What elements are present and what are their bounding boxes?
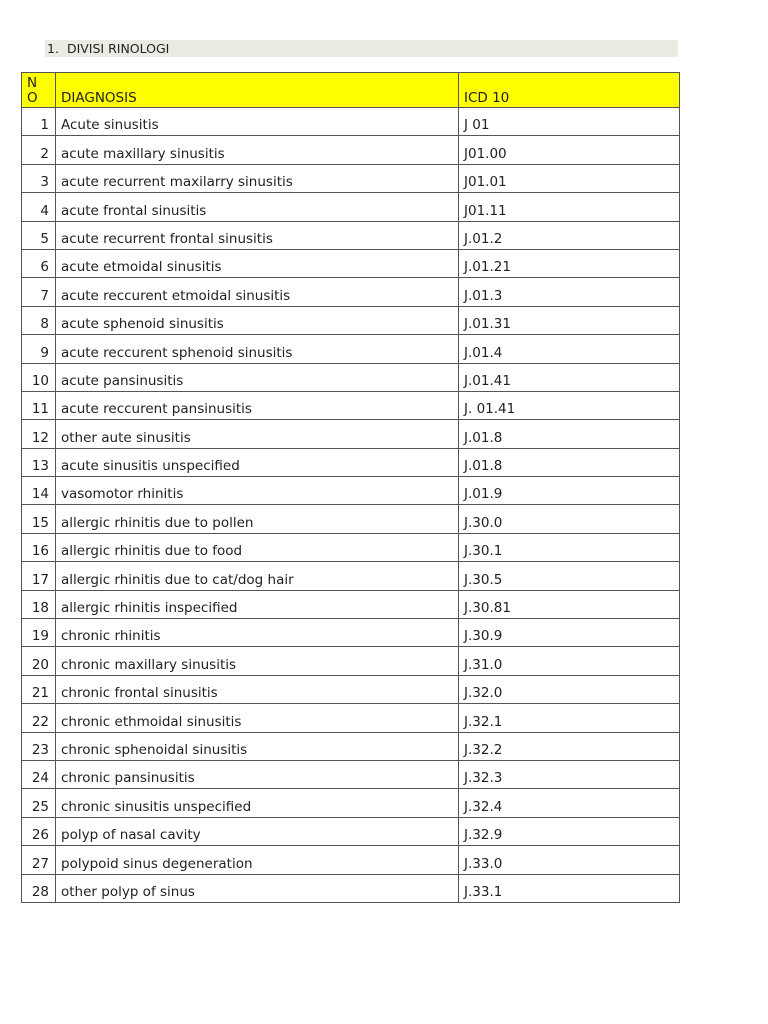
row-icd-code: J01.00 <box>459 136 680 164</box>
row-number: 27 <box>22 846 56 874</box>
table-row <box>22 420 680 448</box>
table-row <box>22 817 680 845</box>
row-icd-code: J.33.0 <box>459 846 680 874</box>
row-number: 5 <box>22 221 56 249</box>
row-number: 24 <box>22 760 56 788</box>
row-diagnosis: acute sinusitis unspecified <box>56 448 459 476</box>
row-diagnosis: acute sphenoid sinusitis <box>56 306 459 334</box>
table-row <box>22 164 680 192</box>
row-icd-code: J.32.9 <box>459 817 680 845</box>
row-diagnosis: allergic rhinitis inspecified <box>56 590 459 618</box>
row-icd-code: J.01.4 <box>459 335 680 363</box>
row-number: 9 <box>22 335 56 363</box>
row-icd-code: J.32.4 <box>459 789 680 817</box>
row-icd-code: J01.11 <box>459 193 680 221</box>
table-row <box>22 448 680 476</box>
row-diagnosis: other aute sinusitis <box>56 420 459 448</box>
table-row <box>22 221 680 249</box>
row-number: 14 <box>22 477 56 505</box>
row-number: 6 <box>22 249 56 277</box>
row-icd-code: J01.01 <box>459 164 680 192</box>
row-diagnosis: acute maxillary sinusitis <box>56 136 459 164</box>
row-diagnosis: allergic rhinitis due to pollen <box>56 505 459 533</box>
row-number: 4 <box>22 193 56 221</box>
row-diagnosis: chronic pansinusitis <box>56 760 459 788</box>
row-icd-code: J.01.21 <box>459 249 680 277</box>
row-icd-code: J.01.31 <box>459 306 680 334</box>
row-icd-code: J.32.0 <box>459 675 680 703</box>
column-header-diagnosis: DIAGNOSIS <box>56 73 459 108</box>
row-diagnosis: acute recurrent frontal sinusitis <box>56 221 459 249</box>
row-icd-code: J.01.8 <box>459 448 680 476</box>
row-number: 15 <box>22 505 56 533</box>
row-number: 10 <box>22 363 56 391</box>
row-icd-code: J.30.1 <box>459 533 680 561</box>
diagnosis-table <box>21 72 680 903</box>
table-row <box>22 619 680 647</box>
row-number: 16 <box>22 533 56 561</box>
table-row <box>22 789 680 817</box>
table-row <box>22 108 680 136</box>
section-title: DIVISI RINOLOGI <box>66 41 170 56</box>
table-row <box>22 533 680 561</box>
row-icd-code: J.01.8 <box>459 420 680 448</box>
row-number: 21 <box>22 675 56 703</box>
row-number: 7 <box>22 278 56 306</box>
row-icd-code: J.31.0 <box>459 647 680 675</box>
row-diagnosis: Acute sinusitis <box>56 108 459 136</box>
table-row <box>22 505 680 533</box>
row-diagnosis: chronic maxillary sinusitis <box>56 647 459 675</box>
row-diagnosis: acute reccurent etmoidal sinusitis <box>56 278 459 306</box>
table-row <box>22 193 680 221</box>
row-icd-code: J.30.0 <box>459 505 680 533</box>
row-icd-code: J.32.1 <box>459 704 680 732</box>
row-number: 28 <box>22 874 56 902</box>
row-diagnosis: chronic sinusitis unspecified <box>56 789 459 817</box>
row-icd-code: J.33.1 <box>459 874 680 902</box>
table-row <box>22 306 680 334</box>
row-diagnosis: acute reccurent sphenoid sinusitis <box>56 335 459 363</box>
row-diagnosis: vasomotor rhinitis <box>56 477 459 505</box>
table-row <box>22 278 680 306</box>
row-icd-code: J.01.9 <box>459 477 680 505</box>
row-number: 22 <box>22 704 56 732</box>
row-diagnosis: polyp of nasal cavity <box>56 817 459 845</box>
row-number: 13 <box>22 448 56 476</box>
row-diagnosis: acute etmoidal sinusitis <box>56 249 459 277</box>
row-number: 17 <box>22 562 56 590</box>
table-row <box>22 704 680 732</box>
row-diagnosis: chronic ethmoidal sinusitis <box>56 704 459 732</box>
table-row <box>22 846 680 874</box>
column-header-no <box>22 73 56 108</box>
section-number: 1. <box>47 41 59 56</box>
column-header-no-line2: O <box>27 90 38 106</box>
row-icd-code: J 01 <box>459 108 680 136</box>
row-diagnosis: chronic rhinitis <box>56 619 459 647</box>
row-diagnosis: acute recurrent maxilarry sinusitis <box>56 164 459 192</box>
table-row <box>22 760 680 788</box>
column-header-icd: ICD 10 <box>459 73 680 108</box>
table-row <box>22 477 680 505</box>
row-icd-code: J. 01.41 <box>459 391 680 419</box>
table-row <box>22 590 680 618</box>
table-row <box>22 335 680 363</box>
table-row <box>22 136 680 164</box>
row-icd-code: J.01.41 <box>459 363 680 391</box>
table-row <box>22 732 680 760</box>
row-number: 8 <box>22 306 56 334</box>
row-number: 25 <box>22 789 56 817</box>
row-number: 12 <box>22 420 56 448</box>
row-diagnosis: acute frontal sinusitis <box>56 193 459 221</box>
row-number: 1 <box>22 108 56 136</box>
row-number: 11 <box>22 391 56 419</box>
section-heading <box>45 40 678 57</box>
row-diagnosis: allergic rhinitis due to food <box>56 533 459 561</box>
row-number: 26 <box>22 817 56 845</box>
row-diagnosis: polypoid sinus degeneration <box>56 846 459 874</box>
row-icd-code: J.30.9 <box>459 619 680 647</box>
row-number: 20 <box>22 647 56 675</box>
table-header-row <box>22 73 680 108</box>
row-icd-code: J.30.81 <box>459 590 680 618</box>
row-diagnosis: acute pansinusitis <box>56 363 459 391</box>
row-diagnosis: other polyp of sinus <box>56 874 459 902</box>
row-icd-code: J.01.3 <box>459 278 680 306</box>
table-row <box>22 249 680 277</box>
row-number: 2 <box>22 136 56 164</box>
table-row <box>22 675 680 703</box>
table-row <box>22 647 680 675</box>
row-number: 3 <box>22 164 56 192</box>
row-diagnosis: chronic sphenoidal sinusitis <box>56 732 459 760</box>
column-header-no-line1: N <box>27 75 38 91</box>
row-diagnosis: chronic frontal sinusitis <box>56 675 459 703</box>
row-number: 19 <box>22 619 56 647</box>
row-number: 23 <box>22 732 56 760</box>
row-diagnosis: allergic rhinitis due to cat/dog hair <box>56 562 459 590</box>
row-number: 18 <box>22 590 56 618</box>
row-icd-code: J.32.2 <box>459 732 680 760</box>
table-row <box>22 391 680 419</box>
row-icd-code: J.32.3 <box>459 760 680 788</box>
table-row <box>22 562 680 590</box>
row-icd-code: J.01.2 <box>459 221 680 249</box>
table-row <box>22 363 680 391</box>
row-icd-code: J.30.5 <box>459 562 680 590</box>
table-row <box>22 874 680 902</box>
row-diagnosis: acute reccurent pansinusitis <box>56 391 459 419</box>
